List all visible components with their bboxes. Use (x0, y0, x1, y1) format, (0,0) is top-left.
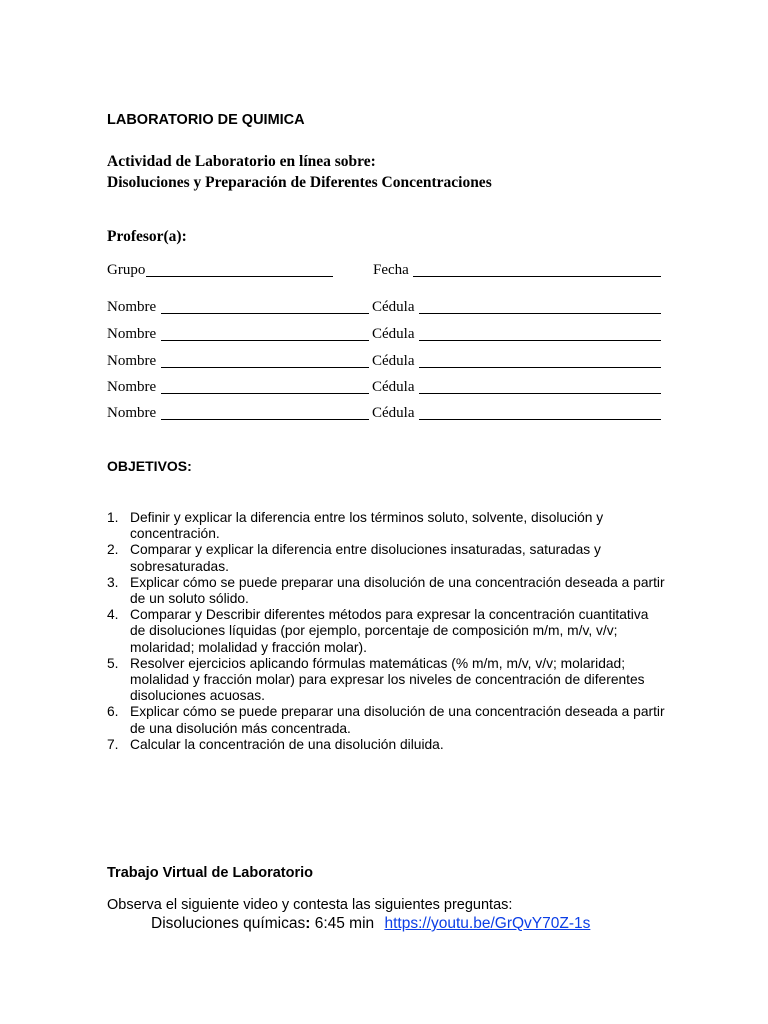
item-number: 7. (107, 736, 119, 752)
cedula-label: Cédula (372, 353, 415, 369)
activity-title-line2: Disoluciones y Preparación de Diferentes Concentraciones (107, 174, 492, 191)
nombre-field[interactable] (161, 405, 369, 420)
student-row (0, 353, 768, 373)
cedula-label: Cédula (372, 379, 415, 395)
list-item (107, 704, 667, 736)
list-item (107, 656, 667, 705)
item-number: 6. (107, 704, 119, 720)
cedula-field[interactable] (419, 353, 661, 368)
student-row (0, 326, 768, 346)
nombre-label: Nombre (107, 379, 157, 395)
cedula-label: Cédula (372, 326, 415, 342)
student-row (0, 405, 768, 425)
objetivos-heading: OBJETIVOS: (107, 458, 192, 474)
fecha-label: Fecha (373, 262, 409, 278)
list-item (107, 737, 667, 753)
nombre-field[interactable] (161, 326, 369, 341)
nombre-label: Nombre (107, 326, 157, 342)
item-text: Comparar y explicar la diferencia entre disoluciones insaturadas, saturadas y sobresaturadas. (130, 542, 601, 574)
student-row (0, 379, 768, 399)
list-item (107, 575, 667, 607)
nombre-field[interactable] (161, 353, 369, 368)
trabajo-heading: Trabajo Virtual de Laboratorio (107, 865, 313, 881)
cedula-field[interactable] (419, 379, 661, 394)
nombre-label: Nombre (107, 299, 157, 315)
item-text: Definir y explicar la diferencia entre los términos soluto, solvente, disolución y concentración. (130, 510, 604, 542)
item-text: Resolver ejercicios aplicando fórmulas matemáticas (% m/m, m/v, v/v; molaridad; molalidad y fracción molar) para expresar los niveles de concentración de diferentes disoluciones acuosas. (130, 655, 645, 704)
item-number: 1. (107, 510, 119, 525)
item-number: 5. (107, 655, 119, 671)
nombre-field[interactable] (161, 379, 369, 394)
item-number: 2. (107, 542, 119, 558)
grupo-fecha-row (0, 262, 768, 282)
item-number: 3. (107, 574, 119, 590)
objectives-list (107, 510, 667, 753)
item-text: Calcular la concentración de una disolución diluida. (130, 736, 444, 752)
nombre-label: Nombre (107, 405, 157, 421)
profesor-label: Profesor(a): (107, 228, 187, 245)
video-duration: 6:45 min (314, 915, 375, 932)
video-link[interactable]: https://youtu.be/GrQvY70Z-1s (384, 915, 591, 932)
list-item (107, 542, 667, 574)
cedula-label: Cédula (372, 299, 415, 315)
list-item (107, 510, 667, 542)
cedula-field[interactable] (419, 299, 661, 314)
activity-title-line1: Actividad de Laboratorio en línea sobre: (107, 153, 376, 170)
item-number: 4. (107, 607, 119, 623)
item-text: Explicar cómo se puede preparar una disolución de una concentración deseada a partir de una disolución más concentrada. (130, 704, 665, 736)
video-line (151, 915, 590, 933)
fecha-field[interactable] (413, 262, 661, 277)
nombre-label: Nombre (107, 353, 157, 369)
grupo-label: Grupo (107, 262, 146, 278)
item-text: Comparar y Describir diferentes métodos para expresar la concentración cuantitativa de disoluciones líquidas (por ejemplo, porcentaje de composición m/m, m/v, v/v; molaridad; molalidad y fracción molar). (130, 607, 649, 655)
student-row (0, 299, 768, 319)
item-text: Explicar cómo se puede preparar una disolución de una concentración deseada a partir de un soluto sólido. (130, 574, 665, 607)
nombre-field[interactable] (161, 299, 369, 314)
cedula-field[interactable] (419, 326, 661, 341)
lab-title: LABORATORIO DE QUIMICA (107, 112, 305, 128)
cedula-field[interactable] (419, 405, 661, 420)
instruction-text: Observa el siguiente video y contesta las siguientes preguntas: (107, 897, 513, 913)
grupo-field[interactable] (146, 262, 333, 277)
list-item (107, 607, 667, 656)
cedula-label: Cédula (372, 405, 415, 421)
video-colon: : (305, 915, 311, 932)
video-title: Disoluciones químicas (151, 915, 306, 932)
